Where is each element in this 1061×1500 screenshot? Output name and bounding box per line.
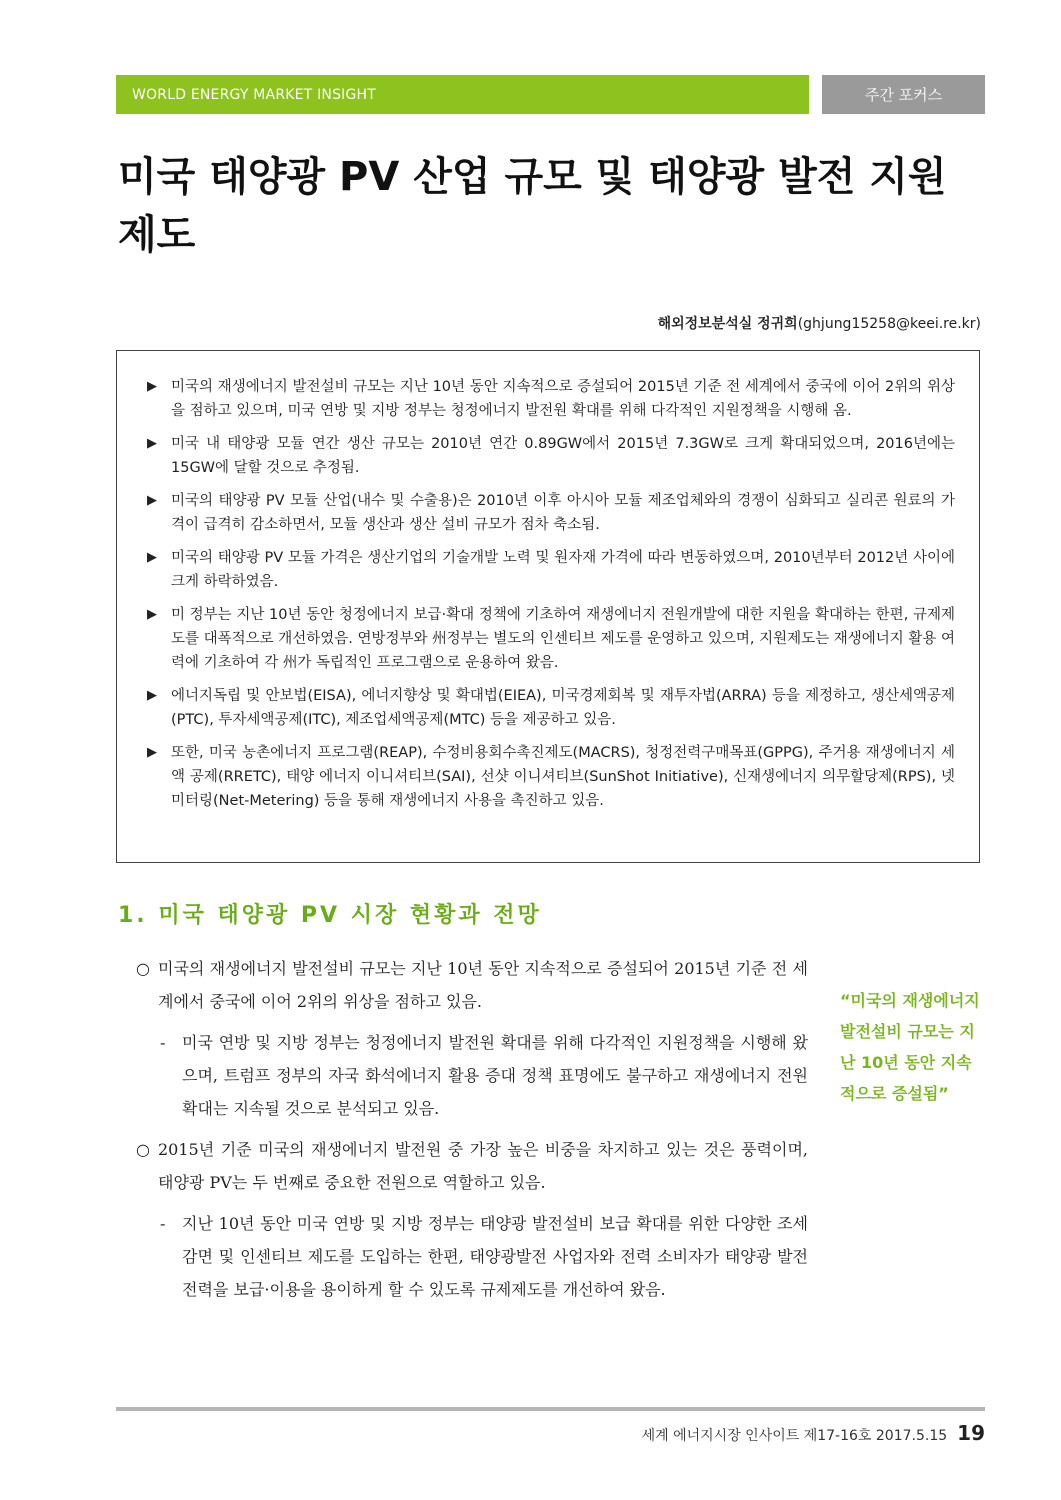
triangle-bullet-icon: ▶ — [147, 436, 157, 451]
summary-item — [145, 684, 955, 732]
circle-bullet-icon: ○ — [136, 1140, 150, 1159]
dash-bullet-icon: - — [160, 1033, 166, 1052]
summary-item — [145, 432, 955, 480]
summary-text: 미국의 재생에너지 발전설비 규모는 지난 10년 동안 지속적으로 증설되어 2015년 기준 전 세계에서 중국에 이어 2위의 위상을 점하고 있으며, 미국 연방 및 지방 정부는 청정에너지 발전원 확대를 위해 다각적인 지원정책을 시행해 옴. — [171, 379, 955, 419]
sub-paragraph — [136, 1026, 808, 1125]
section-heading: 1. 미국 태양광 PV 시장 현황과 전망 — [118, 903, 542, 928]
summary-list — [145, 375, 955, 813]
summary-box — [116, 350, 980, 863]
page-number: 19 — [957, 1421, 985, 1445]
sub-paragraph-text: 미국 연방 및 지방 정부는 청정에너지 발전원 확대를 위해 다각적인 지원정책을 시행해 왔으며, 트럼프 정부의 자국 화석에너지 활용 증대 정책 표명에도 불구하고 재생에너지 전원 확대는 지속될 것으로 분석되고 있음. — [182, 1033, 808, 1118]
paragraph-text: 2015년 기준 미국의 재생에너지 발전원 중 가장 높은 비중을 차지하고 있는 것은 풍력이며, 태양광 PV는 두 번째로 중요한 전원으로 역할하고 있음. — [158, 1140, 808, 1192]
summary-text: 또한, 미국 농촌에너지 프로그램(REAP), 수정비용회수촉진제도(MACRS), 청정전력구매목표(GPPG), 주거용 재생에너지 세액 공제(RRETC), 태양 에너지 이니셔티브(SAI), 선샷 이니셔티브(SunShot Initiative), 신재생에너지 의무할당제(RPS), 넷미터링(Net-Metering) 등을 통해 재생에너지 사용을 촉진하고 있음. — [171, 745, 955, 809]
paragraph — [136, 952, 808, 1018]
paragraph — [136, 1133, 808, 1199]
author-email: (ghjung15258@keei.re.kr) — [797, 316, 981, 332]
section-tag: 주간 포커스 — [822, 75, 985, 114]
footer-divider — [116, 1407, 985, 1411]
page-title: 미국 태양광 PV 산업 규모 및 태양광 발전 지원제도 — [118, 154, 947, 258]
triangle-bullet-icon: ▶ — [147, 379, 157, 394]
pull-quote: “미국의 재생에너지 발전설비 규모는 지난 10년 동안 지속적으로 증설됨” — [840, 991, 980, 1103]
footer-publication: 세계 에너지시장 인사이트 제17-16호 2017.5.15 — [641, 1428, 948, 1444]
publication-banner: WORLD ENERGY MARKET INSIGHT — [116, 75, 809, 114]
summary-item — [145, 489, 955, 537]
author-name: 해외정보분석실 정귀희 — [657, 316, 798, 332]
summary-text: 미국의 태양광 PV 모듈 가격은 생산기업의 기술개발 노력 및 원자재 가격에 따라 변동하였으며, 2010년부터 2012년 사이에 크게 하락하였음. — [171, 550, 955, 590]
author-line — [658, 313, 981, 333]
summary-item — [145, 546, 955, 594]
triangle-bullet-icon: ▶ — [147, 745, 157, 760]
triangle-bullet-icon: ▶ — [147, 550, 157, 565]
summary-text: 미국의 태양광 PV 모듈 산업(내수 및 수출용)은 2010년 이후 아시아 모듈 제조업체와의 경쟁이 심화되고 실리콘 원료의 가격이 급격히 감소하면서, 모듈 생산과 생산 설비 규모가 점차 축소됨. — [171, 493, 955, 533]
summary-text: 미 정부는 지난 10년 동안 청정에너지 보급·확대 정책에 기초하여 재생에너지 전원개발에 대한 지원을 확대하는 한편, 규제제도를 대폭적으로 개선하였음. 연방정부와 州정부는 별도의 인센티브 제도를 운영하고 있으며, 지원제도는 재생에너지 활용 여력에 기초하여 각 州가 독립적인 프로그램으로 운용하여 왔음. — [171, 607, 955, 671]
triangle-bullet-icon: ▶ — [147, 607, 157, 622]
summary-item — [145, 603, 955, 675]
summary-item — [145, 375, 955, 423]
triangle-bullet-icon: ▶ — [147, 493, 157, 508]
sub-paragraph — [136, 1207, 808, 1306]
summary-item — [145, 741, 955, 813]
triangle-bullet-icon: ▶ — [147, 688, 157, 703]
circle-bullet-icon: ○ — [136, 959, 150, 978]
dash-bullet-icon: - — [160, 1214, 166, 1233]
body-column — [136, 952, 808, 1314]
page-footer — [642, 1421, 985, 1445]
sub-paragraph-text: 지난 10년 동안 미국 연방 및 지방 정부는 태양광 발전설비 보급 확대를 위한 다양한 조세감면 및 인센티브 제도를 도입하는 한편, 태양광발전 사업자와 전력 소비자가 태양광 발전전력을 보급·이용을 용이하게 할 수 있도록 규제제도를 개선하여 왔음. — [182, 1214, 808, 1299]
paragraph-text: 미국의 재생에너지 발전설비 규모는 지난 10년 동안 지속적으로 증설되어 2015년 기준 전 세계에서 중국에 이어 2위의 위상을 점하고 있음. — [158, 959, 808, 1011]
summary-text: 미국 내 태양광 모듈 연간 생산 규모는 2010년 연간 0.89GW에서 2015년 7.3GW로 크게 확대되었으며, 2016년에는 15GW에 달할 것으로 추정됨. — [171, 436, 955, 476]
summary-text: 에너지독립 및 안보법(EISA), 에너지향상 및 확대법(EIEA), 미국경제회복 및 재투자법(ARRA) 등을 제정하고, 생산세액공제(PTC), 투자세액공제(ITC), 제조업세액공제(MTC) 등을 제공하고 있음. — [171, 688, 955, 728]
